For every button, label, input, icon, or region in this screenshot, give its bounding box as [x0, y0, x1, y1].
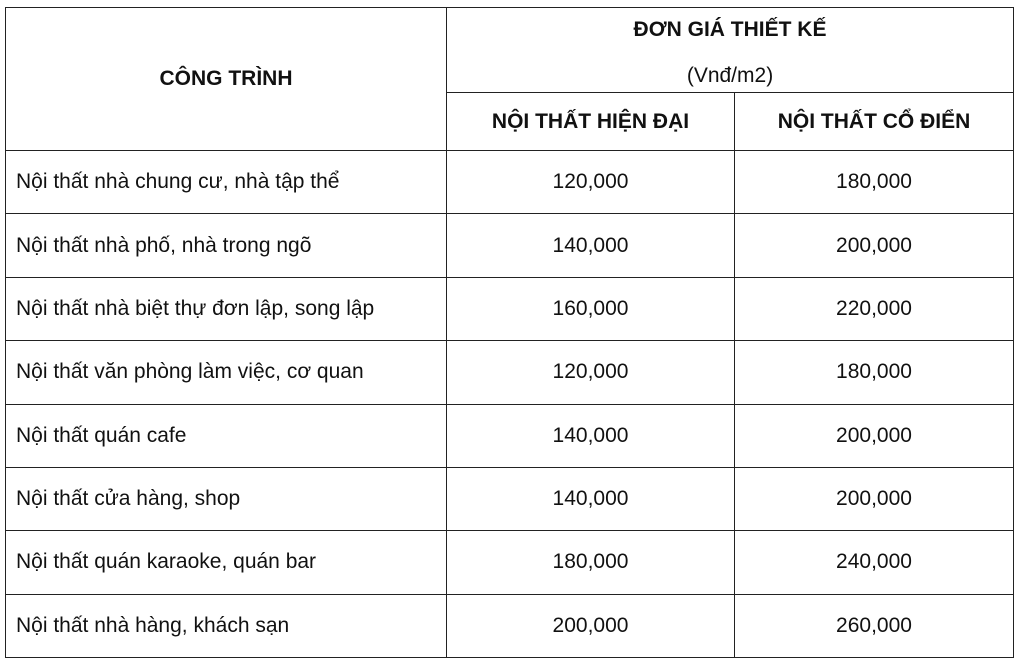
project-name-cell: Nội thất văn phòng làm việc, cơ quan	[6, 341, 447, 404]
classic-price-cell: 180,000	[735, 151, 1014, 214]
modern-price-cell: 180,000	[447, 531, 735, 594]
table-row	[6, 594, 1014, 657]
table-row	[6, 277, 1014, 340]
modern-price-cell: 140,000	[447, 214, 735, 277]
column-header-modern-interior: NỘI THẤT HIỆN ĐẠI	[447, 93, 735, 151]
table-row	[6, 151, 1014, 214]
classic-price-cell: 200,000	[735, 467, 1014, 530]
modern-price-cell: 140,000	[447, 404, 735, 467]
price-unit: (Vnđ/m2)	[686, 64, 774, 87]
project-name-cell: Nội thất nhà chung cư, nhà tập thể	[6, 151, 447, 214]
classic-price-cell: 200,000	[735, 404, 1014, 467]
classic-price-cell: 260,000	[735, 594, 1014, 657]
project-name-cell: Nội thất nhà biệt thự đơn lập, song lập	[6, 277, 447, 340]
modern-price-cell: 140,000	[447, 467, 735, 530]
project-name-cell: Nội thất nhà hàng, khách sạn	[6, 594, 447, 657]
classic-price-cell: 180,000	[735, 341, 1014, 404]
project-name-cell: Nội thất quán karaoke, quán bar	[6, 531, 447, 594]
column-header-project: CÔNG TRÌNH	[6, 8, 447, 151]
modern-price-cell: 120,000	[447, 151, 735, 214]
design-price-table	[5, 7, 1014, 658]
column-header-classic-interior: NỘI THẤT CỔ ĐIỂN	[735, 93, 1014, 151]
table-row	[6, 467, 1014, 530]
modern-price-cell: 120,000	[447, 341, 735, 404]
column-group-header-design-price	[447, 8, 1014, 93]
modern-price-cell: 200,000	[447, 594, 735, 657]
classic-price-cell: 200,000	[735, 214, 1014, 277]
table-row	[6, 341, 1014, 404]
classic-price-cell: 220,000	[735, 277, 1014, 340]
modern-price-cell: 160,000	[447, 277, 735, 340]
table-row	[6, 214, 1014, 277]
design-price-title: ĐƠN GIÁ THIẾT KẾ	[633, 18, 827, 41]
classic-price-cell: 240,000	[735, 531, 1014, 594]
project-name-cell: Nội thất quán cafe	[6, 404, 447, 467]
project-name-cell: Nội thất cửa hàng, shop	[6, 467, 447, 530]
project-name-cell: Nội thất nhà phố, nhà trong ngõ	[6, 214, 447, 277]
table-row	[6, 531, 1014, 594]
table-row	[6, 404, 1014, 467]
